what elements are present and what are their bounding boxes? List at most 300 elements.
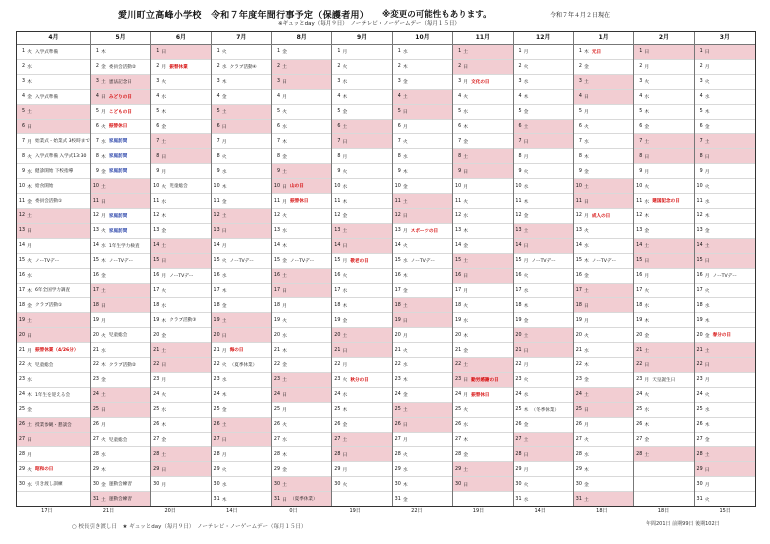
day-number: 9 [397,168,401,174]
day-row [514,75,573,90]
day-number: 11 [273,198,281,204]
event-text: 振替休日 [471,392,490,398]
day-number: 3 [458,79,462,85]
day-number: 25 [394,407,401,413]
day-number: 27 [213,437,220,443]
weekday: 火 [221,50,227,56]
day-number: 2 [397,64,401,70]
weekday: 月 [704,169,710,175]
day-number: 1 [578,49,582,55]
event-text: クラブ活動③ [169,318,197,324]
day-number: 11 [394,198,401,204]
event-text: （夏季休業） [290,497,318,503]
day-row [332,403,391,418]
day-number: 20 [575,332,582,338]
day-number: 1 [397,49,401,55]
weekday: 月 [704,65,710,71]
day-number: 25 [18,407,25,413]
day-row [393,60,452,75]
day-number: 16 [394,273,401,279]
day-row [514,90,573,105]
day-number: 2 [276,64,281,70]
weekday: 水 [221,482,227,488]
weekday: 木 [101,363,106,369]
weekday: 水 [161,95,167,101]
day-number: 9 [216,168,220,174]
day-row [453,149,512,164]
day-row [393,45,452,60]
weekday: 木 [523,199,529,205]
weekday: 土 [161,244,167,250]
day-row [453,328,512,343]
day-number: 26 [636,422,643,428]
month-header: 1月 [574,32,633,45]
day-row [514,254,573,269]
weekday: 火 [704,393,710,399]
day-number: 7 [639,138,643,144]
weekday: 木 [161,318,167,324]
day-number: 10 [636,183,643,189]
day-row [91,105,150,120]
day-row [91,462,150,477]
day-list [695,45,755,506]
weekday: 火 [342,169,348,175]
day-number: 9 [21,168,25,174]
day-row [91,75,150,90]
day-row [514,433,573,448]
day-row [17,343,90,358]
weekday: 月 [583,318,589,324]
weekday: 金 [463,244,469,250]
weekday: 土 [523,438,529,444]
weekday: 金 [342,110,348,116]
event-text: クラブ活動④ [229,64,257,70]
weekday: 日 [282,184,287,190]
day-number: 4 [21,94,25,100]
weekday: 月 [161,482,167,488]
day-number: 8 [699,153,703,159]
day-number: 1 [95,49,99,55]
day-number: 21 [636,347,643,353]
day-row [212,373,271,388]
day-row [514,284,573,299]
day-row [151,105,210,120]
weekday: 金 [161,229,167,235]
event-text: 委員会活動① [35,199,63,205]
weekday: 土 [282,274,287,280]
day-number: 28 [696,451,703,457]
weekday: 木 [282,139,287,145]
weekday: 土 [463,154,469,160]
weekday: 土 [282,65,287,71]
day-row [574,403,633,418]
day-row [17,358,90,373]
day-number: 26 [153,422,160,428]
weekday: 火 [523,482,529,488]
weekday: 火 [282,110,287,116]
day-row [332,134,391,149]
day-row [695,254,755,269]
day-row [151,149,210,164]
day-row [453,462,512,477]
day-number: 29 [213,466,220,472]
day-number: 18 [636,302,643,308]
day-number: 21 [455,347,462,353]
day-number: 8 [95,153,99,159]
day-number: 15 [273,258,281,264]
day-number: 2 [639,64,643,70]
day-row [272,388,331,403]
day-row [151,328,210,343]
day-row [634,373,693,388]
day-number: 1 [337,49,341,55]
day-number: 14 [334,243,341,249]
day-row [695,45,755,60]
weekday: 木 [583,50,589,56]
weekday: 火 [463,303,469,309]
day-row [393,447,452,462]
day-row [272,239,331,254]
day-row [91,403,150,418]
weekday: 金 [342,423,348,429]
day-row [17,284,90,299]
event-text: 始業式・始業式 3校時まで [35,139,90,145]
day-number: 23 [515,377,522,383]
day-row [17,105,90,120]
day-row [393,403,452,418]
weekday: 火 [161,80,167,86]
event-text: （冬季休業） [531,407,560,413]
weekday: 木 [704,110,710,116]
day-number: 22 [153,362,160,368]
weekday: 水 [101,244,106,250]
day-row [332,313,391,328]
day-number: 17 [18,287,25,293]
weekday: 日 [402,318,408,324]
event-text: 健診開始 下校指導 [35,169,74,175]
weekday: 月 [342,50,348,56]
day-row [91,134,150,149]
day-number: 3 [397,79,401,85]
weekday: 金 [342,318,348,324]
day-number: 4 [156,94,160,100]
day-row [151,433,210,448]
weekday: 土 [704,452,710,458]
day-row [514,447,573,462]
day-number: 29 [92,466,99,472]
weekday: 土 [523,333,529,339]
weekday: 火 [704,80,710,86]
day-number: 1 [21,49,25,55]
weekday: 水 [161,199,167,205]
weekday: 月 [342,467,348,473]
day-row [393,343,452,358]
day-row [695,75,755,90]
day-row [212,179,271,194]
day-row [212,358,271,373]
day-number: 5 [21,109,25,115]
weekday: 土 [101,393,106,399]
day-row [695,433,755,448]
day-number: 27 [636,437,643,443]
weekday: 火 [523,274,529,280]
month-total: 20日 [164,508,176,514]
weekday: 土 [644,348,650,354]
day-number: 14 [575,243,582,249]
weekday: 火 [583,229,589,235]
day-number: 14 [213,243,220,249]
weekday: 金 [704,333,710,339]
day-row [212,388,271,403]
day-row [695,492,755,506]
weekday: 火 [27,363,32,369]
weekday: 木 [221,184,227,190]
weekday: 水 [583,244,589,250]
weekday: 月 [221,452,227,458]
weekday: 水 [402,363,408,369]
weekday: 水 [402,259,408,265]
day-number: 26 [455,422,462,428]
day-number: 17 [273,287,281,293]
day-row [514,298,573,313]
day-number: 4 [699,94,703,100]
day-number: 27 [18,437,25,443]
weekday: 日 [704,50,710,56]
day-number: 24 [153,392,160,398]
day-number: 25 [213,407,220,413]
weekday: 金 [27,303,32,309]
weekday: 火 [282,423,287,429]
day-row [212,90,271,105]
day-row [17,239,90,254]
day-row [634,298,693,313]
day-number: 22 [636,362,643,368]
weekday: 金 [282,467,287,473]
event-text: 元日 [591,49,602,55]
month-column [695,32,755,506]
day-row [393,269,452,284]
day-number: 11 [334,198,341,204]
day-number: 21 [575,347,582,353]
weekday: 火 [221,259,227,265]
weekday: 月 [644,274,650,280]
month-header: 2月 [634,32,693,45]
weekday: 月 [523,363,529,369]
weekday: 金 [161,438,167,444]
day-number: 5 [276,109,281,115]
weekday: 日 [342,452,348,458]
day-row [393,149,452,164]
weekday: 水 [27,65,32,71]
day-row [453,239,512,254]
weekday: 月 [523,50,529,56]
event-text: 家庭訪問 [108,154,128,160]
day-number: 14 [394,243,401,249]
day-row [151,403,210,418]
day-number: 7 [458,138,462,144]
weekday: 木 [523,303,529,309]
weekday: 木 [402,65,408,71]
day-row [91,90,150,105]
day-number: 2 [216,64,220,70]
day-row [151,224,210,239]
day-number: 2 [337,64,341,70]
weekday: 木 [101,259,106,265]
month-total: 18日 [657,508,670,514]
weekday: 金 [523,423,529,429]
day-row [634,120,693,135]
day-number: 28 [455,451,462,457]
weekday: 水 [101,139,106,145]
day-row [272,149,331,164]
day-row [332,179,391,194]
weekday: 土 [342,438,348,444]
day-row [393,179,452,194]
weekday: 木 [101,467,106,473]
event-text: 児童総会 [35,362,54,368]
day-row [453,179,512,194]
day-row [151,492,210,506]
day-row [634,239,693,254]
weekday: 土 [101,497,106,503]
day-row [91,418,150,433]
day-row [151,447,210,462]
day-number: 1 [276,49,281,55]
event-text: 天皇誕生日 [652,377,676,383]
day-row [17,492,90,506]
day-row [151,388,210,403]
day-number: 2 [156,64,160,70]
weekday: 日 [402,423,408,429]
day-row [695,343,755,358]
month-header: 10月 [393,32,452,45]
day-row [212,194,271,209]
month-column [212,32,272,506]
day-row [151,313,210,328]
weekday: 日 [282,393,287,399]
day-number: 10 [515,183,522,189]
day-number: 21 [273,347,281,353]
weekday: 土 [704,348,710,354]
day-row [212,60,271,75]
month-total: 17日 [41,508,53,514]
day-number: 27 [394,437,401,443]
day-row [695,328,755,343]
day-number: 24 [515,392,522,398]
day-number: 5 [699,109,703,115]
day-number: 19 [213,317,220,323]
day-number: 24 [636,392,643,398]
weekday: 金 [161,333,167,339]
day-row [393,433,452,448]
weekday: 火 [161,184,167,190]
weekday: 火 [101,124,106,130]
weekday: 金 [221,199,227,205]
day-row [634,194,693,209]
day-row [91,298,150,313]
day-number: 4 [397,94,401,100]
day-row [272,462,331,477]
day-row [17,269,90,284]
day-number: 26 [18,422,25,428]
day-row [514,403,573,418]
weekday: 金 [402,184,408,190]
weekday: 月 [402,438,408,444]
weekday: 月 [644,65,650,71]
day-number: 20 [153,332,160,338]
day-number: 7 [156,138,160,144]
day-row [695,447,755,462]
day-number: 17 [455,287,462,293]
day-number: 17 [92,287,99,293]
weekday: 金 [27,95,32,101]
month-column [332,32,392,506]
weekday: 月 [402,229,408,235]
day-number: 28 [18,451,25,457]
weekday: 水 [27,482,32,488]
weekday: 木 [644,423,650,429]
day-number: 28 [213,451,220,457]
day-row [574,313,633,328]
day-number: 7 [518,138,522,144]
day-row [17,433,90,448]
weekday: 月 [463,80,469,86]
day-row [574,298,633,313]
day-row [91,179,150,194]
day-row [212,224,271,239]
day-number: 28 [575,451,582,457]
day-list [212,45,271,506]
event-text: 入学式準備 入学式13:30 [35,154,87,160]
day-row [453,75,512,90]
day-row [91,209,150,224]
day-number: 6 [458,123,462,129]
day-number: 20 [273,332,281,338]
weekday: 月 [583,214,589,220]
month-summary-row [16,507,756,521]
weekday: 水 [463,423,469,429]
day-number: 6 [21,123,25,129]
day-row [332,60,391,75]
weekday: 日 [221,438,227,444]
day-number: 10 [213,183,220,189]
day-row [453,209,512,224]
day-number: 31 [213,496,220,502]
weekday: 木 [282,452,287,458]
day-row [272,45,331,60]
event-text: 振替休日 [290,199,309,205]
day-number: 12 [334,213,341,219]
weekday: 木 [704,423,710,429]
weekday: 日 [463,274,469,280]
day-row [634,149,693,164]
day-number: 28 [273,451,281,457]
header [0,0,770,30]
day-row [634,313,693,328]
notice-text: ※変更の可能性もあります。 [382,10,492,20]
weekday: 木 [583,467,589,473]
weekday: 日 [101,95,106,101]
weekday: 木 [282,244,287,250]
weekday: 月 [161,65,167,71]
day-row [695,388,755,403]
weekday: 木 [161,110,167,116]
day-row [453,492,512,506]
day-number: 9 [156,168,160,174]
day-row [332,358,391,373]
weekday: 木 [463,438,469,444]
day-number: 6 [699,123,703,129]
